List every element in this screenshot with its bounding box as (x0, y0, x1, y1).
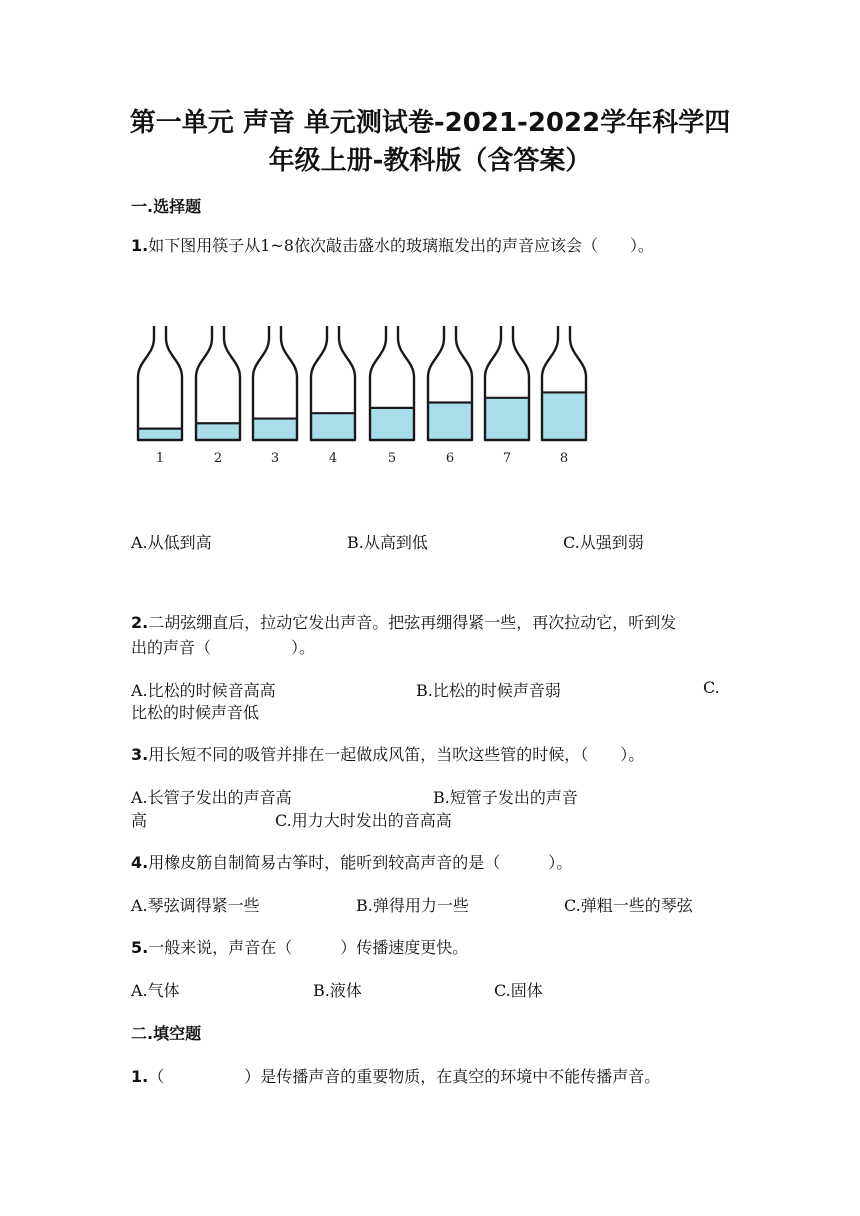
question-3 (131, 742, 644, 765)
bottle-label: 5 (387, 451, 397, 466)
question-2-line-2: 出的声音（ ）。 (131, 638, 316, 657)
section-heading-fill: 二.填空题 (131, 1024, 202, 1043)
page-title-line-1: 第一单元 声音 单元测试卷-2021-2022学年科学四 (129, 108, 731, 138)
question-number: 5. (131, 938, 149, 957)
bottle-6 (428, 326, 472, 466)
bottle-label: 8 (559, 451, 569, 466)
bottle-label: 6 (445, 451, 455, 466)
section-heading-choice: 一.选择题 (131, 197, 202, 216)
bottle-label: 3 (270, 451, 280, 466)
q1-option-a[interactable]: A.从低到高 (131, 533, 212, 552)
question-1 (131, 233, 654, 256)
page-title-line-2: 年级上册-教科版（含答案） (268, 146, 592, 176)
bottle-4 (311, 326, 355, 466)
question-text: 一般来说，声音在（ ）传播速度更快。 (148, 938, 469, 957)
q2-option-a[interactable]: A.比松的时候音高高 (131, 681, 276, 700)
question-2-line-1 (131, 610, 676, 633)
question-text: 如下图用筷子从1~8依次敲击盛水的玻璃瓶发出的声音应该会（ ）。 (148, 236, 654, 255)
q4-option-b[interactable]: B.弹得用力一些 (356, 896, 469, 915)
q3-option-c[interactable]: C.用力大时发出的音高高 (275, 811, 452, 830)
bottle-outline (138, 326, 182, 440)
question-number: 3. (131, 745, 149, 764)
water-level (428, 402, 472, 440)
fill-question-1 (131, 1064, 660, 1087)
q1-option-c[interactable]: C.从强到弱 (563, 533, 644, 552)
q5-option-c[interactable]: C.固体 (494, 981, 543, 1000)
bottle-8 (542, 326, 586, 466)
bottle-7 (485, 326, 529, 466)
q4-option-a[interactable]: A.琴弦调得紧一些 (131, 896, 260, 915)
bottle-label: 2 (213, 451, 223, 466)
water-level (138, 429, 182, 440)
bottle-1 (138, 326, 182, 466)
water-level (542, 392, 586, 440)
water-level (311, 413, 355, 440)
bottle-2 (196, 326, 240, 466)
q2-option-c-label[interactable]: C. (703, 678, 720, 697)
water-level (253, 419, 297, 440)
question-text: 二胡弦绷直后，拉动它发出声音。把弦再绷得紧一些，再次拉动它，听到发 (148, 613, 677, 632)
bottle-3 (253, 326, 297, 466)
bottle-label: 1 (155, 451, 165, 466)
bottle-5 (370, 326, 414, 466)
bottle-figure (128, 318, 598, 468)
q4-option-c[interactable]: C.弹粗一些的琴弦 (564, 896, 693, 915)
q2-option-c-text[interactable]: 比松的时候声音低 (131, 703, 260, 722)
question-5 (131, 935, 468, 958)
q2-option-b[interactable]: B.比松的时候声音弱 (416, 681, 561, 700)
question-text: （ ）是传播声音的重要物质，在真空的环境中不能传播声音。 (148, 1067, 661, 1086)
question-text: 用长短不同的吸管并排在一起做成风笛，当吹这些管的时候，（ ）。 (148, 745, 645, 764)
question-text: 用橡皮筋自制简易古筝时，能听到较高声音的是（ ）。 (148, 853, 573, 872)
question-number: 1. (131, 1067, 149, 1086)
water-level (370, 408, 414, 440)
water-level (485, 398, 529, 440)
q1-option-b[interactable]: B.从高到低 (347, 533, 428, 552)
bottle-label: 4 (328, 451, 338, 466)
q5-option-a[interactable]: A.气体 (131, 981, 180, 1000)
question-4 (131, 850, 572, 873)
q5-option-b[interactable]: B.液体 (313, 981, 362, 1000)
bottle-label: 7 (502, 451, 512, 466)
question-number: 4. (131, 853, 149, 872)
q3-option-b[interactable]: B.短管子发出的声音 (433, 788, 578, 807)
water-level (196, 423, 240, 440)
question-number: 1. (131, 236, 149, 255)
q3-option-b-continued[interactable]: 高 (131, 811, 148, 830)
question-number: 2. (131, 613, 149, 632)
q3-option-a[interactable]: A.长管子发出的声音高 (131, 788, 292, 807)
